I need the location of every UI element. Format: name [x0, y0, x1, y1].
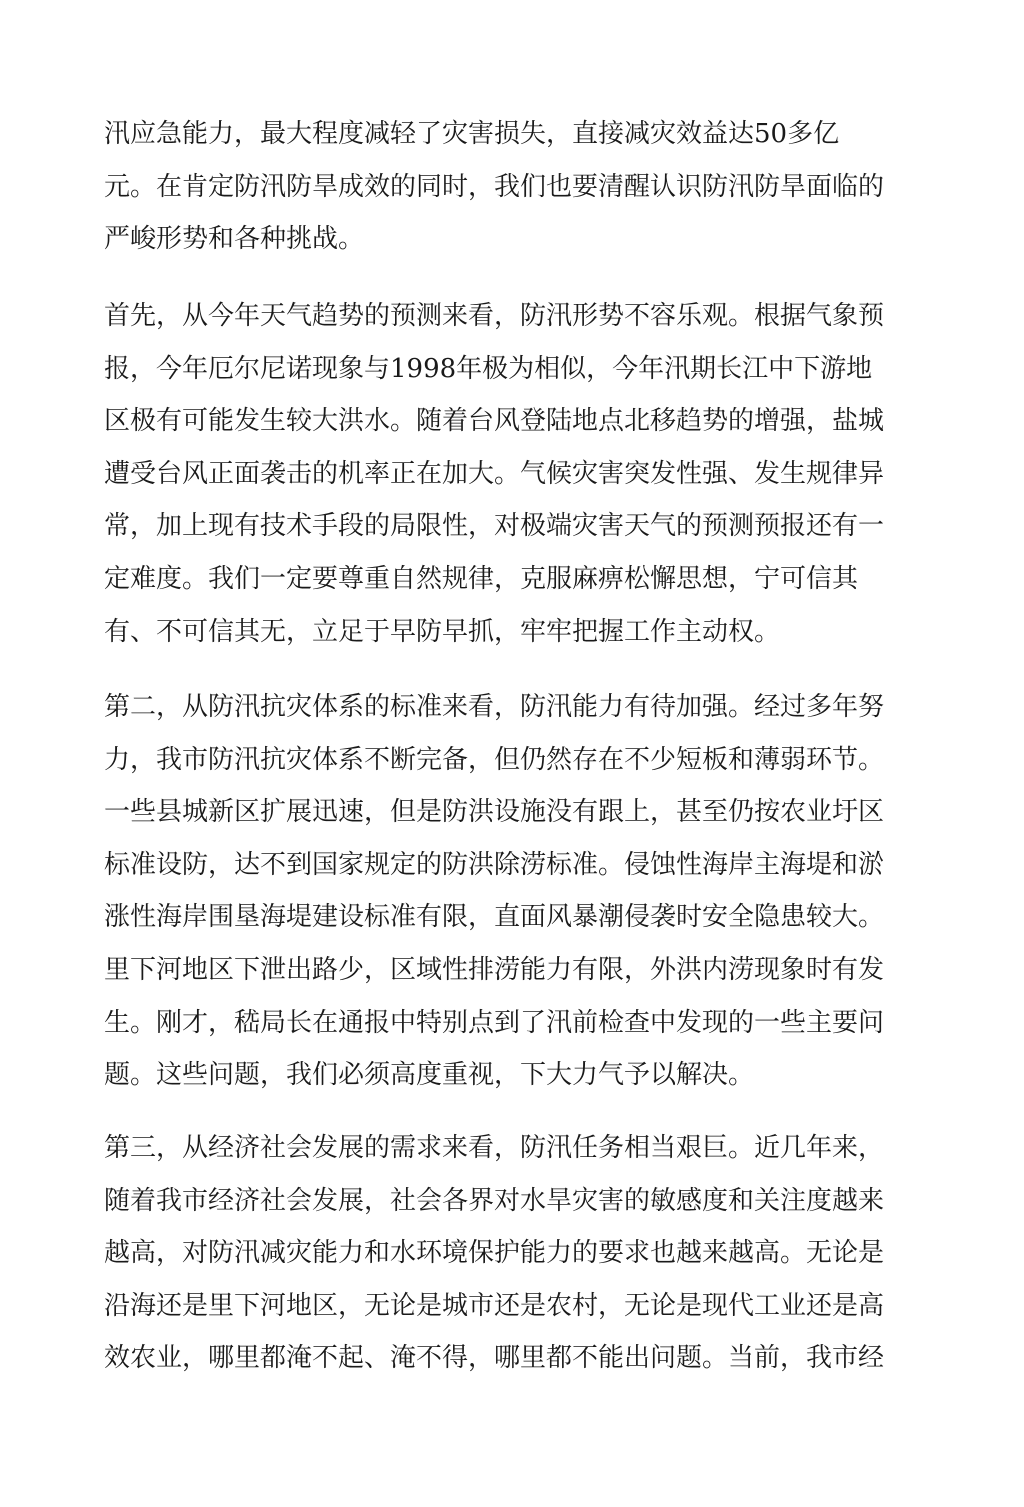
text-line: 元。在肯定防汛防旱成效的同时，我们也要清醒认识防汛防旱面临的 — [104, 171, 885, 202]
text-line: 严峻形势和各种挑战。 — [104, 224, 365, 255]
text-line: 涨性海岸围垦海堤建设标准有限，直面风暴潮侵袭时安全隐患较大。 — [104, 902, 885, 933]
text-line: 题。这些问题，我们必须高度重视，下大力气予以解决。 — [104, 1060, 755, 1091]
paragraph-2 — [104, 290, 894, 658]
text-line: 区极有可能发生较大洪水。随着台风登陆地点北移趋势的增强，盐城 — [104, 406, 885, 437]
paragraph-4 — [104, 1122, 894, 1385]
text-line: 定难度。我们一定要尊重自然规律，克服麻痹松懈思想，宁可信其 — [104, 563, 859, 594]
text-line: 第三，从经济社会发展的需求来看，防汛任务相当艰巨。近几年来， — [104, 1133, 885, 1163]
text-line: 越高，对防汛减灾能力和水环境保护能力的要求也越来越高。无论是 — [104, 1238, 885, 1269]
text-line: 标准设防，达不到国家规定的防洪除涝标准。侵蚀性海岸主海堤和淤 — [104, 849, 885, 880]
text-line: 首先，从今年天气趋势的预测来看，防汛形势不容乐观。根据气象预 — [104, 301, 885, 331]
text-line: 一些县城新区扩展迅速，但是防洪设施没有跟上，甚至仍按农业圩区 — [104, 797, 885, 828]
text-line: 汛应急能力，最大程度减轻了灾害损失，直接减灾效益达50多亿 — [104, 119, 840, 149]
text-line: 随着我市经济社会发展，社会各界对水旱灾害的敏感度和关注度越来 — [104, 1185, 885, 1216]
text-line: 常，加上现有技术手段的局限性，对极端灾害天气的预测预报还有一 — [104, 511, 885, 542]
text-line: 有、不可信其无，立足于早防早抓，牢牢把握工作主动权。 — [104, 616, 781, 647]
paragraph-1 — [104, 108, 894, 266]
text-line: 遭受台风正面袭击的机率正在加大。气候灾害突发性强、发生规律异 — [104, 458, 885, 489]
text-line: 报，今年厄尔尼诺现象与1998年极为相似，今年汛期长江中下游地 — [104, 353, 873, 384]
text-line: 里下河地区下泄出路少，区域性排涝能力有限，外洪内涝现象时有发 — [104, 954, 885, 985]
text-line: 沿海还是里下河地区，无论是城市还是农村，无论是现代工业还是高 — [104, 1290, 885, 1321]
text-line: 生。刚才，嵇局长在通报中特别点到了汛前检查中发现的一些主要问 — [104, 1007, 885, 1038]
text-line: 效农业，哪里都淹不起、淹不得，哪里都不能出问题。当前，我市经 — [104, 1343, 885, 1374]
text-line: 力，我市防汛抗灾体系不断完备，但仍然存在不少短板和薄弱环节。 — [104, 744, 885, 775]
paragraph-3 — [104, 681, 894, 1102]
text-line: 第二，从防汛抗灾体系的标准来看，防汛能力有待加强。经过多年努 — [104, 692, 885, 722]
